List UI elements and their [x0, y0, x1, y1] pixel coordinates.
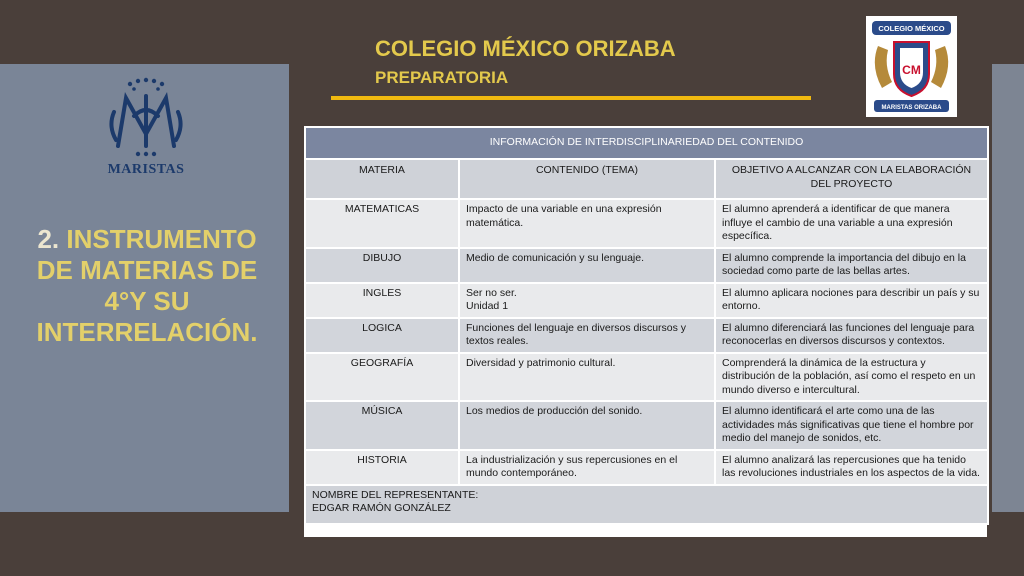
slide-title-text: INSTRUMENTO DE MATERIAS DE 4°Y SU INTERRELACIÓN. [36, 224, 258, 347]
maristas-wordmark: MARISTAS [107, 162, 185, 177]
interdisciplinary-table [304, 126, 987, 537]
right-accent-strip [992, 64, 1024, 512]
representative-name: EDGAR RAMÓN GONZÁLEZ [312, 502, 451, 514]
crest-bottom-text: MARISTAS ORIZABA [881, 105, 942, 111]
cell-contenido: Ser no ser. Unidad 1 [459, 283, 715, 318]
table-row [305, 248, 988, 283]
table-row [305, 353, 988, 402]
cell-materia: MATEMATICAS [305, 199, 459, 248]
table-footer-row [305, 485, 988, 524]
slide-title-number: 2. [37, 224, 60, 254]
crest-initials: CM [902, 63, 921, 77]
cell-contenido: Impacto de una variable en una expresión matemática. [459, 199, 715, 248]
colegio-crest [866, 16, 957, 117]
cell-materia: GEOGRAFÍA [305, 353, 459, 402]
representative-cell [305, 485, 988, 524]
table-row [305, 199, 988, 248]
table-row [305, 318, 988, 353]
school-name: COLEGIO MÉXICO ORIZABA [375, 36, 676, 61]
table-row [305, 450, 988, 485]
maristas-logo [96, 76, 196, 182]
cell-materia: DIBUJO [305, 248, 459, 283]
cell-objetivo: Comprenderá la dinámica de la estructura y distribución de la población, así como el respeto en un mundo diverso e intercultural. [715, 353, 988, 402]
cell-contenido: Medio de comunicación y su lenguaje. [459, 248, 715, 283]
table-row [305, 283, 988, 318]
school-subtitle: PREPARATORIA [375, 68, 509, 87]
cell-objetivo: El alumno aplicara nociones para describir un país y su entorno. [715, 283, 988, 318]
column-header-materia: MATERIA [305, 159, 459, 199]
crest-top-text: COLEGIO MÉXICO [878, 24, 945, 33]
cell-objetivo: El alumno comprende la importancia del dibujo en la sociedad como parte de las bellas artes. [715, 248, 988, 283]
cell-objetivo: El alumno aprenderá a identificar de que manera influye el cambio de una variable a una expresión específica. [715, 199, 988, 248]
crest-shield-icon [866, 16, 957, 117]
cell-objetivo: El alumno identificará el arte como una de las actividades más significativas que tiene el hombre por medio del manejo de sonidos, etc. [715, 401, 988, 450]
table-row [305, 401, 988, 450]
table-title-row [305, 127, 988, 159]
slide-title [22, 224, 272, 348]
cell-objetivo: El alumno diferenciará las funciones del lenguaje para reconocerlas en diversos discursos y contextos. [715, 318, 988, 353]
cell-objetivo: El alumno analizará las repercusiones que ha tenido las revoluciones industriales en los aspectos de la vida. [715, 450, 988, 485]
cell-contenido: Diversidad y patrimonio cultural. [459, 353, 715, 402]
cell-materia: HISTORIA [305, 450, 459, 485]
cell-contenido: Funciones del lenguaje en diversos discursos y textos reales. [459, 318, 715, 353]
cell-materia: LOGICA [305, 318, 459, 353]
header-divider [331, 96, 811, 100]
maristas-monogram-icon [96, 76, 196, 160]
column-header-contenido: CONTENIDO (TEMA) [459, 159, 715, 199]
cell-materia: MÚSICA [305, 401, 459, 450]
table-header-row [305, 159, 988, 199]
representative-label: NOMBRE DEL REPRESENTANTE: [312, 488, 479, 501]
cell-contenido: Los medios de producción del sonido. [459, 401, 715, 450]
column-header-objetivo: OBJETIVO A ALCANZAR CON LA ELABORACIÓN DEL PROYECTO [715, 159, 988, 199]
cell-contenido: La industrialización y sus repercusiones en el mundo contemporáneo. [459, 450, 715, 485]
table-title: INFORMACIÓN DE INTERDISCIPLINARIEDAD DEL CONTENIDO [305, 127, 988, 159]
table [304, 126, 989, 525]
cell-materia: INGLES [305, 283, 459, 318]
